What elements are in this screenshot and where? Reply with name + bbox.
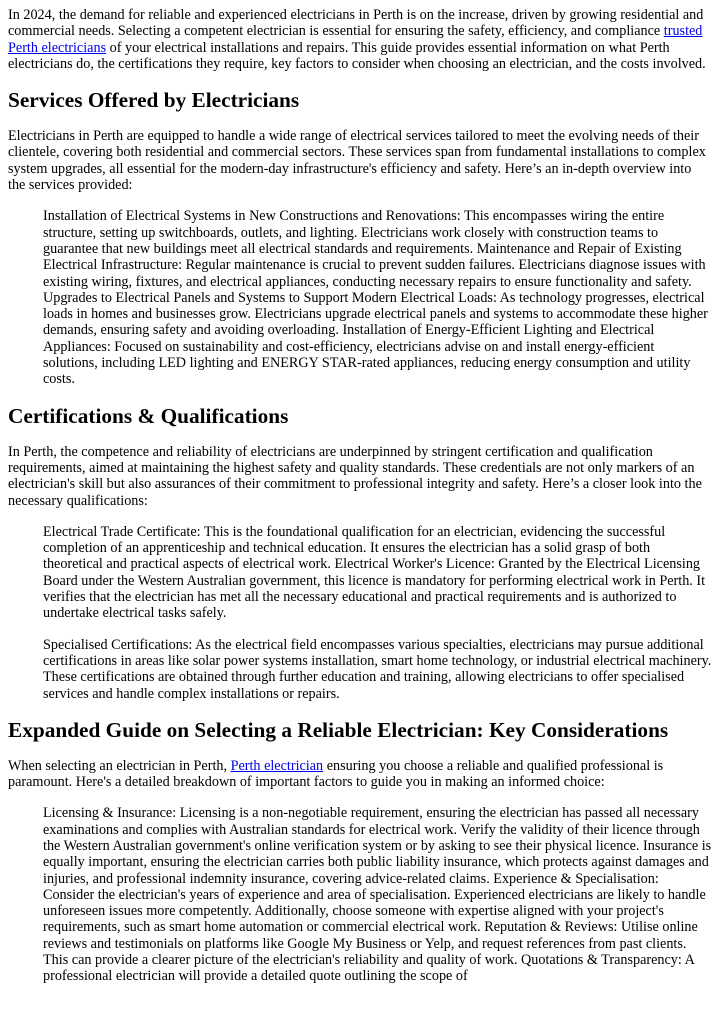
guide-text-after-link: ensuring you choose a reliable and qualified professional is paramount. Here's a detailed breakdown of important factors to guide you in making an informed choice: [8, 757, 664, 791]
certifications-paragraph: In Perth, the competence and reliability of electricians are underpinned by stringent certification and qualification requirements, aimed at maintaining the highest safety and quality standards. These credentials are not only markers of an electrician's skill but also assurances of their commitment to professional integrity and safety. Here’s a closer look into the necessary qualifications: [8, 443, 702, 509]
intro-paragraph [8, 7, 712, 72]
article [0, 7, 720, 985]
certifications-quote-1: Electrical Trade Certificate: This is the foundational qualification for an electrician, evidencing the successful completion of an apprenticeship and technical education. It ensures the electrician has a solid grasp of both theoretical and practical aspects of electrical work. Electrical Worker's Licence: Granted by the Electrical Licensing Board under the Western Australian government, this licence is mandatory for performing electrical work in Perth. It verifies that the electrician has met all the necessary educational and practical requirements and is authorized to undertake electrical tasks safely. [43, 523, 706, 622]
intro-text-before-link: In 2024, the demand for reliable and experienced electricians in Perth is on the increase, driven by growing residential and commercial needs. Selecting a competent electrician is essential for ensuring the safety, efficiency, and compliance [8, 7, 704, 40]
certifications-heading: Certifications & Qualifications [8, 403, 289, 428]
certifications-quote-2: Specialised Certifications: As the electrical field encompasses various specialties, electricians may pursue additional certifications in areas like solar power systems installation, smart home technology, or industrial electrical machinery. These certifications are obtained through further education and training, allowing electricians to offer specialised services and handle complex installations or repairs. [43, 636, 712, 702]
perth-electrician-link[interactable]: Perth electrician [230, 757, 324, 774]
services-paragraph: Electricians in Perth are equipped to handle a wide range of electrical services tailored to meet the evolving needs of their clientele, covering both residential and commercial sectors. These services span from fundamental installations to complex system upgrades, all essential for the modern-day infrastructure's efficiency and safety. Here’s an in-depth overview into the services provided: [8, 128, 706, 194]
services-quote: Installation of Electrical Systems in New Constructions and Renovations: This encompasses wiring the entire structure, setting up switchboards, outlets, and lighting. Electricians work closely with construction teams to guarantee that new buildings meet all electrical standards and requirements. Maintenance and Repair of Existing Electrical Infrastructure: Regular maintenance is crucial to prevent sudden failures. Electricians diagnose issues with existing wiring, fixtures, and electrical appliances, conducting necessary repairs to ensure functionality and safety. Upgrades to Electrical Panels and Systems to Support Modern Electrical Loads: As technology progresses, electrical loads in homes and businesses grow. Electricians upgrade electrical panels and systems to accommodate these higher demands, ensuring safety and avoiding overloading. Installation of Energy-Efficient Lighting and Electrical Appliances: Focused on sustainability and cost-efficiency, electricians advise on and install energy-efficient solutions, including LED lighting and ENERGY STAR-rated appliances, reducing energy consumption and utility costs. [43, 208, 708, 388]
intro-text-after-link: of your electrical installations and repairs. This guide provides essential information on what Perth electricians do, the certifications they require, key factors to consider when choosing an electrician, and the costs involved. [8, 39, 706, 72]
guide-paragraph [8, 758, 712, 791]
guide-quote: Licensing & Insurance: Licensing is a non-negotiable requirement, ensuring the electrician has passed all necessary examinations and complies with Australian standards for electrical work. Verify the validity of their licence through the Western Australian government's online verification system or by asking to see their physical licence. Insurance is equally important, ensuring the electrician carries both public liability insurance, which protects against damages and injuries, and professional indemnity insurance, covering advice-related claims. Experience & Specialisation: Consider the electrician's years of experience and area of specialisation. Experienced electricians are likely to handle unforeseen issues more competently. Additionally, choose someone with expertise aligned with your project's requirements, such as smart home automation or commercial electrical work. Reputation & Reviews: Utilise online reviews and testimonials on platforms like Google My Business or Yelp, and request references from past clients. This can provide a clearer picture of the electrician's reliability and quality of work. Quotations & Transparency: A professional electrician will provide a detailed quote outlining the scope of [43, 805, 712, 985]
guide-text-before-link: When selecting an electrician in Perth, [8, 757, 231, 774]
services-heading: Services Offered by Electricians [8, 88, 300, 113]
trusted-perth-electricians-link[interactable]: trusted Perth electricians [8, 23, 703, 56]
guide-heading: Expanded Guide on Selecting a Reliable Electrician: Key Considerations [8, 717, 669, 742]
